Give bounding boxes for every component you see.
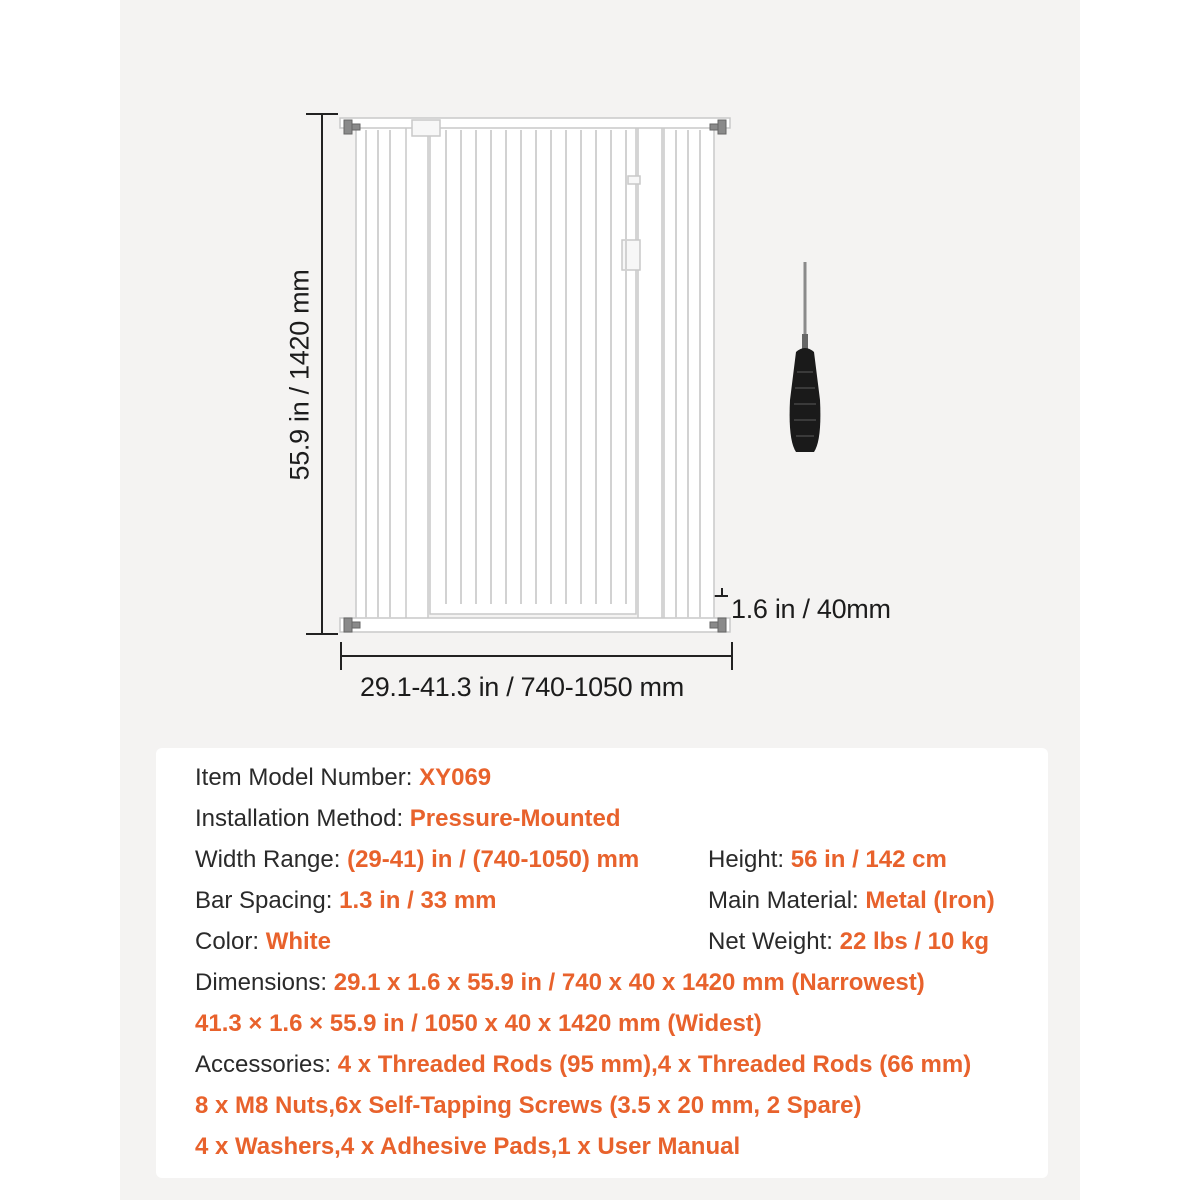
spec-row-accessories-2: [195, 1091, 861, 1121]
spec-row-material: [708, 886, 995, 916]
width-dimension-line: [341, 642, 732, 670]
width-dimension-label: 29.1-41.3 in / 740-1050 mm: [360, 672, 684, 702]
spec-row-dimensions-2: [195, 1009, 762, 1039]
spec-row-bar-spacing: [195, 886, 497, 916]
screwdriver-icon: [790, 262, 821, 452]
depth-dimension-label: 1.6 in / 40mm: [731, 594, 891, 624]
spec-label: Installation Method:: [195, 805, 404, 832]
spec-row-model: [195, 763, 491, 793]
spec-label: Bar Spacing:: [195, 887, 333, 914]
spec-row-dimensions: [195, 968, 925, 998]
spec-value: 4 x Washers,4 x Adhesive Pads,1 x User Manual: [195, 1133, 741, 1160]
spec-label: Item Model Number:: [195, 764, 413, 791]
spec-label: Accessories:: [195, 1051, 332, 1078]
spec-row-width: [195, 845, 639, 875]
spec-value: 4 x Threaded Rods (95 mm),4 x Threaded Rods (66 mm): [337, 1051, 972, 1078]
height-dimension-label: 55.9 in / 1420 mm: [284, 269, 315, 481]
spec-value: 8 x M8 Nuts,6x Self-Tapping Screws (3.5 x 20 mm, 2 Spare): [195, 1092, 862, 1119]
spec-value: 56 in / 142 cm: [790, 846, 947, 873]
spec-row-accessories-3: [195, 1132, 740, 1162]
spec-value: 22 lbs / 10 kg: [839, 928, 990, 955]
spec-label: Width Range:: [195, 846, 341, 873]
spec-label: Net Weight:: [708, 928, 833, 955]
spec-label: Main Material:: [708, 887, 859, 914]
spec-label: Dimensions:: [195, 969, 328, 996]
spec-value: Pressure-Mounted: [409, 805, 621, 832]
spec-label: Height:: [708, 846, 785, 873]
spec-value: 1.3 in / 33 mm: [339, 887, 497, 914]
spec-value: White: [265, 928, 332, 955]
spec-row-height: [708, 845, 947, 875]
spec-label: Color:: [195, 928, 260, 955]
spec-value: XY069: [419, 764, 492, 791]
spec-value: 29.1 x 1.6 x 55.9 in / 740 x 40 x 1420 mm (Narrowest): [333, 969, 925, 996]
spec-row-color: [195, 927, 331, 957]
spec-value: Metal (Iron): [865, 887, 995, 914]
spec-row-accessories: [195, 1050, 971, 1080]
spec-value: (29-41) in / (740-1050) mm: [347, 846, 640, 873]
spec-value: 41.3 × 1.6 × 55.9 in / 1050 x 40 x 1420 mm (Widest): [195, 1010, 762, 1037]
spec-row-weight: [708, 927, 989, 957]
spec-row-install: [195, 804, 621, 834]
